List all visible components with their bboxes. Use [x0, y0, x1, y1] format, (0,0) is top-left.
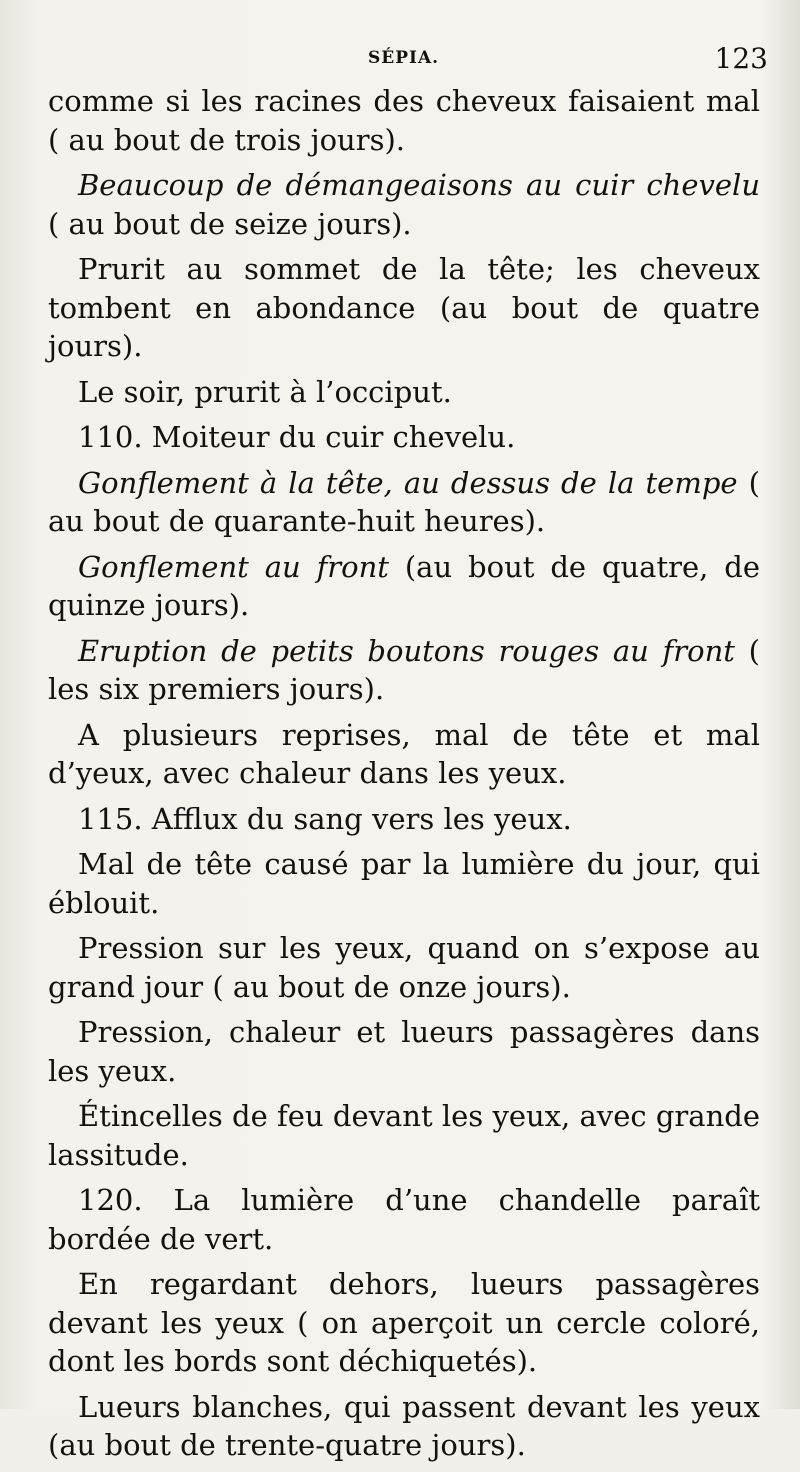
- paragraph-text: Pression sur les yeux, quand on s’expose au grand jour ( au bout de onze jours).: [48, 931, 760, 1004]
- paragraph-text: Prurit au sommet de la tête; les cheveux tombent en abondance (au bout de quatre jours).: [48, 252, 760, 363]
- paragraph-text: 110. Moiteur du cuir chevelu.: [78, 420, 516, 454]
- page-header: [48, 42, 768, 78]
- paragraph-text: Pression, chaleur et lueurs passagères dans les yeux.: [48, 1015, 760, 1088]
- paragraph-text: ( au bout de quarante-huit heures).: [48, 465, 760, 538]
- paragraph-lead: Beaucoup de démangeaisons au cuir chevelu: [78, 168, 760, 202]
- paragraph-text: 120. La lumière d’une chandelle paraît bordée de vert.: [48, 1183, 760, 1256]
- page-number: 123: [714, 42, 768, 75]
- paragraph-text: Étincelles de feu devant les yeux, avec grande lassitude.: [48, 1099, 760, 1172]
- paragraph: [48, 82, 760, 159]
- paragraph: [48, 1013, 760, 1090]
- paragraph-lead: Gonflement à la tête, au dessus de la tempe: [78, 465, 738, 500]
- paragraph-text: ( les six premiers jours).: [48, 633, 760, 706]
- paragraph-text: Lueurs blanches, qui passent devant les yeux (au bout de trente-quatre jours).: [48, 1389, 760, 1462]
- paragraph-text: 115. Afflux du sang vers les yeux.: [78, 801, 572, 836]
- paragraph: [48, 418, 760, 457]
- paragraph-lead: Eruption de petits boutons rouges au front: [78, 633, 735, 668]
- paragraph-text: En regardant dehors, lueurs passagères devant les yeux ( on aperçoit un cercle coloré, dont les bords sont déchiquetés).: [48, 1267, 760, 1378]
- paragraph: [48, 632, 760, 709]
- running-head: SÉPIA.: [368, 48, 440, 68]
- paragraph-text: ( au bout de seize jours).: [48, 206, 412, 241]
- paragraph: [48, 373, 760, 412]
- body-text: [48, 82, 760, 1472]
- paragraph: [48, 166, 760, 243]
- paragraph: [48, 1097, 760, 1174]
- paragraph: [48, 464, 760, 541]
- paragraph: [48, 1181, 760, 1258]
- paragraph: [48, 845, 760, 922]
- paragraph: [48, 250, 760, 366]
- paragraph: [48, 1265, 760, 1381]
- paragraph-lead: Gonflement au front: [78, 549, 389, 584]
- paragraph: [48, 548, 760, 625]
- paragraph: [48, 716, 760, 793]
- paragraph-text: A plusieurs reprises, mal de tête et mal d’yeux, avec chaleur dans les yeux.: [48, 717, 760, 790]
- paragraph: [48, 929, 760, 1006]
- paragraph: [48, 800, 760, 839]
- paragraph-text: (au bout de quatre, de quinze jours).: [48, 549, 761, 622]
- paragraph-text: Mal de tête causé par la lumière du jour, qui éblouit.: [48, 847, 760, 920]
- paragraph-text: Le soir, prurit à l’occiput.: [78, 374, 452, 409]
- paragraph: [48, 1388, 760, 1465]
- paragraph-text: comme si les racines des cheveux faisaient mal ( au bout de trois jours).: [48, 84, 760, 157]
